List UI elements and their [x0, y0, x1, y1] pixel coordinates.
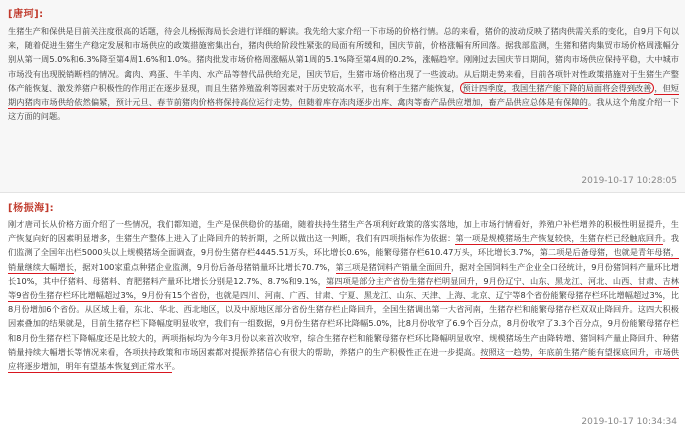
speech-text — [8, 24, 679, 174]
underlined-phrase: 第三项是猪饲料产销量全面回升 — [335, 261, 452, 272]
underlined-phrase: 第二项是后备母猪，也就是青年母猪，销量继续大幅增长 — [8, 247, 679, 272]
underlined-phrase: 第一项是规模猪场生产恢复较快，生猪存栏已经触底回升 — [455, 233, 663, 244]
transcript-entry — [0, 0, 685, 193]
speaker-name: [杨振海]: — [8, 203, 55, 214]
underlined-phrase: 按照这一趋势，年底前生猪产能有望探底回升，市场供应将逐步增加，明年有望基本恢复到正常水平 — [8, 346, 679, 372]
speech-segment: 。我从这个角度介绍一下这方面的问题。 — [8, 97, 679, 122]
transcript-entry — [0, 193, 685, 437]
speech-segment: 。我们监测了全国年出栏5000头以上规模猪场全面调查，9月份生猪存栏4445.51万头，环比增长0.6%，能繁母猪存栏610.47万头，环比增长3.7%， — [8, 233, 679, 258]
speech-segment: ，据对100家重点种猪企业监测，9月份后备母猪销量环比增长70.7%， — [74, 261, 336, 272]
speech-segment: ，比8月份增加6个省份。从区域上看，东北、华北、西北地区，以及中原地区部分省份生猪存栏止降回升，全国生猪调出第一大省河南，生猪存栏和能繁母猪存栏双双止降回升。这四大积极因素叠加的结果就是，目前生猪存栏下降幅度明显收窄，我们有一组数据，9月份生猪存栏环比降幅5.0%，比8月份收窄了6.9个百分点，8月份收窄了3.3个百分点，9月份能繁母猪存栏和8月份生猪存栏下降幅度还是比较大的，两项指标均为今年3月份以来首次收窄，综合生猪存栏和能繁母猪存栏环比降幅明显收窄、规模猪场生产由降转增、猪饲料产量止降回升、种猪销量持续大幅增长等情况来看，各项扶持政策和市场因素都对提振养猪信心有很大的帮助，养猪户的生产积极性正在进一步提高。 — [8, 290, 679, 357]
speech-segment: ，据对全国饲料生产企业全口径统计，9月份猪饲料产量环比增长10%，其中仔猪料、母猪料、育肥猪料产量环比增长分别是12.7%、8.7%和9.1%， — [8, 261, 679, 286]
underlined-phrase: ，9月份辽宁、山东、黑龙江、河北、山西、甘肃、吉林等9省份生猪存栏环比增幅超过3%，9月份有15个省份，也就是四川、河南、广西、甘肃、宁夏、黑龙江、山东、天津、上海、北京、辽宁等8个省份能繁母猪存栏环比增幅超过3% — [8, 275, 679, 301]
speaker-name: [唐珂]: — [8, 9, 44, 20]
underlined-phrase: ，但短期内猪肉市场供给依然偏紧，预计元旦、春节前猪肉价格将保持高位运行走势，但随着库存冻肉逐步出库、禽肉等畜产品供应增加，畜产品供应总体是有保障的 — [8, 82, 679, 108]
underlined-phrase: 第四项是部分主产省份生猪存栏明显回升 — [326, 275, 476, 286]
post-timestamp: 2019-10-17 10:34:34 — [581, 417, 677, 427]
speech-segment: 。 — [171, 361, 180, 372]
speech-text — [8, 217, 679, 417]
post-timestamp: 2019-10-17 10:28:05 — [581, 176, 677, 186]
highlighted-phrase: 预计四季度，我国生猪产能下降的局面将会得到改善 — [460, 82, 655, 94]
speech-segment: 刚才唐司长从价格方面介绍了一些情况，我们都知道，生产是保供稳价的基础，随着扶持生猪生产各项利好政策的落实落地，加上市场行情看好，养殖户补栏增养的积极性明显提升，生产恢复向好的因素明显增多，生猪生产整体上进入了止降回升的转折期，之所以做出这一判断，我们有四项指标作为依据： — [8, 219, 679, 244]
speech-segment: 生猪生产和保供是目前关注度很高的话题，待会儿杨振海局长会进行详细的解读。我先给大家介绍一下市场的价格行情。总的来看，猪价的波动反映了猪肉供需关系的变化，自9月下旬以来，随着促进生猪生产稳定发展和市场供应的政策措施密集出台，猪肉供给阶段性紧张的局面有所缓和，国庆节前，价格涨幅有所回落。据我部监测，生猪和猪肉集贸市场价格周涨幅分别从第一周5.0%和6.3%降至第4周1.6%和1.0%。猪肉批发市场价格周涨幅从第1周的5.1%降至第4周的0.2%，涨幅趋窄。刚刚过去国庆节日期间，猪肉市场供应保持平稳，大中城市市场没有出现脱销断档的情况。禽肉、鸡蛋、牛羊肉、水产品等替代品供给充足，国庆节后，生猪市场价格出现了一些波动。从后期走势来看，目前各项针对性政策措施对于生猪生产整体产能恢复、激发养猪户积极性的作用正在逐步显现，而且生猪养殖盈利等因素对于历史较高水平，也有利于生猪产能恢复， — [8, 26, 679, 93]
